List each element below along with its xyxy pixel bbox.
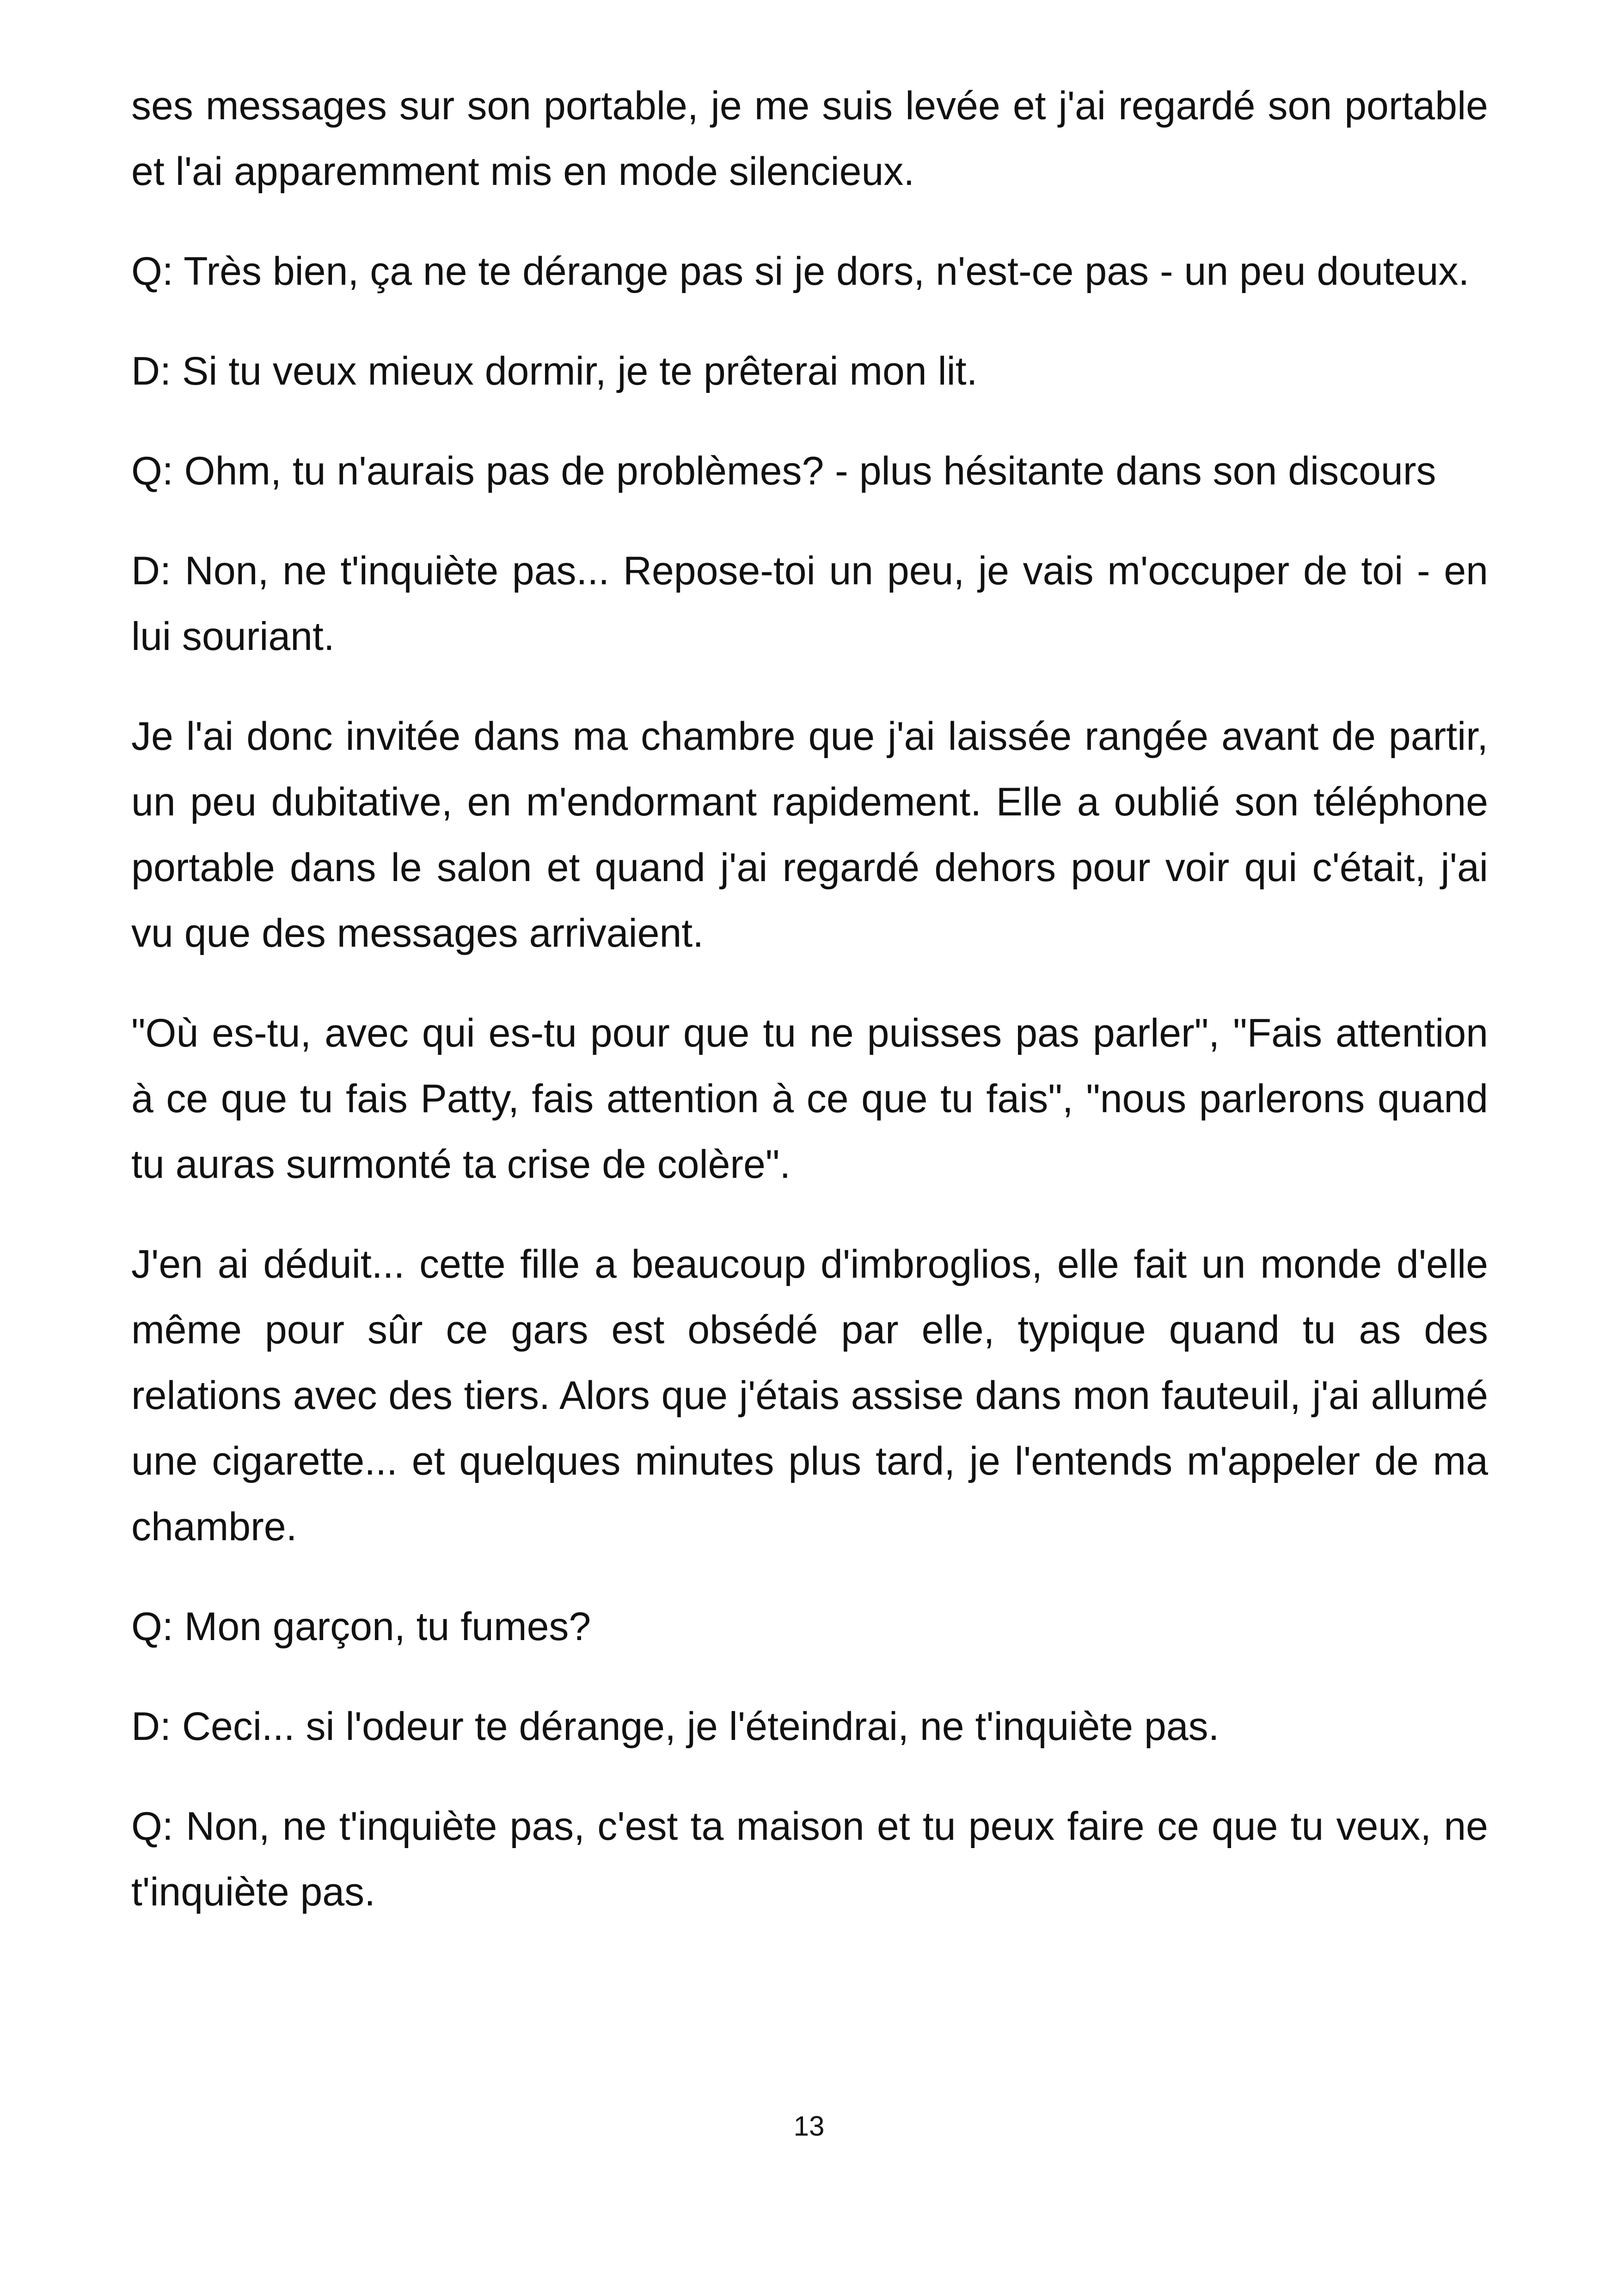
paragraph: Q: Ohm, tu n'aurais pas de problèmes? - plus hésitante dans son discours — [131, 449, 1436, 493]
paragraph: Q: Mon garçon, tu fumes? — [131, 1604, 591, 1649]
paragraph: Q: Très bien, ça ne te dérange pas si je dors, n'est-ce pas - un peu douteux. — [131, 249, 1470, 294]
paragraph: Je l'ai donc invitée dans ma chambre que j'ai laissée rangée avant de partir, un peu dubitative, en m'endormant rapidement. Elle a oublié son téléphone portable dans le salon et quand j'ai regardé dehors pour voir qui c'était, j'ai vu que des messages arrivaient. — [131, 714, 1488, 955]
page-number: 13 — [793, 2111, 825, 2142]
document-body — [131, 73, 1488, 1959]
paragraph: Q: Non, ne t'inquiète pas, c'est ta maison et tu peux faire ce que tu veux, ne t'inquiète pas. — [131, 1804, 1488, 1914]
paragraph: D: Si tu veux mieux dormir, je te prêterai mon lit. — [131, 349, 978, 393]
paragraph: ses messages sur son portable, je me suis levée et j'ai regardé son portable et l'ai apparemment mis en mode silencieux. — [131, 84, 1488, 194]
paragraph: D: Ceci... si l'odeur te dérange, je l'éteindrai, ne t'inquiète pas. — [131, 1704, 1220, 1749]
paragraph: "Où es-tu, avec qui es-tu pour que tu ne puisses pas parler", "Fais attention à ce que tu fais Patty, fais attention à ce que tu fais", "nous parlerons quand tu auras surmonté ta crise de colère". — [131, 1011, 1488, 1187]
paragraph: J'en ai déduit... cette fille a beaucoup d'imbroglios, elle fait un monde d'elle même pour sûr ce gars est obsédé par elle, typique quand tu as des relations avec des tiers. Alors que j'étais assise dans mon fauteuil, j'ai allumé une cigarette... et quelques minutes plus tard, je l'entends m'appeler de ma chambre. — [131, 1242, 1488, 1549]
paragraph: D: Non, ne t'inquiète pas... Repose-toi un peu, je vais m'occuper de toi - en lui souriant. — [131, 549, 1488, 659]
